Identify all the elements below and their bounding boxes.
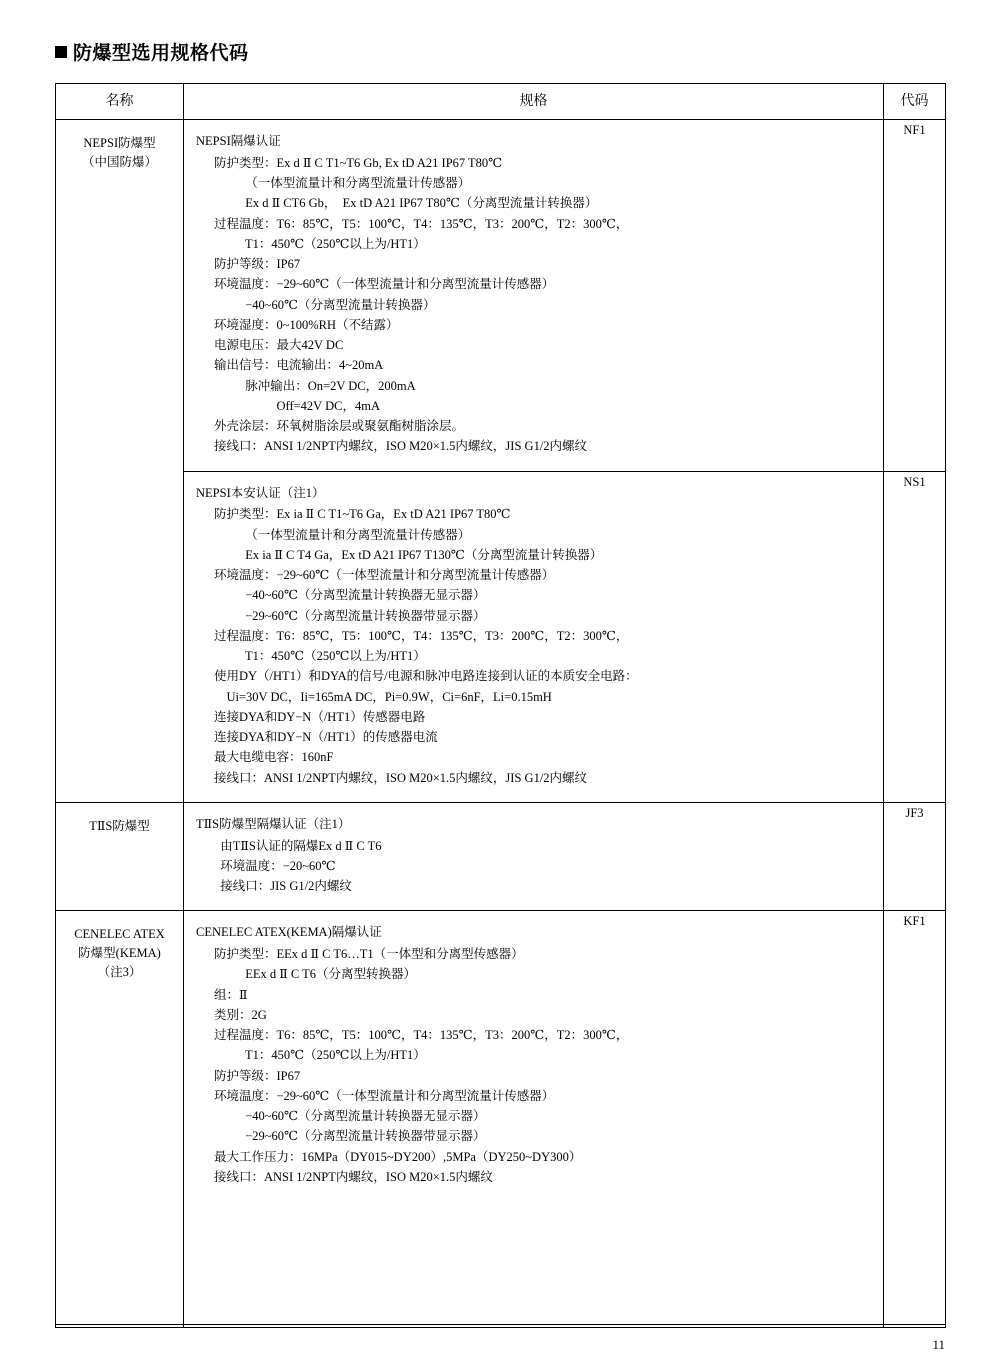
row-name-cenelec: [56, 911, 184, 1328]
spec-heading: NEPSI本安认证（注1）: [196, 485, 325, 500]
table-header-row: [56, 84, 946, 120]
spec-line: 环境温度：−29~60℃（一体型流量计和分离型流量计传感器）: [214, 568, 555, 582]
spec-line: 过程温度：T6：85℃，T5：100℃，T4：135℃，T3：200℃，T2：300℃，: [214, 216, 629, 231]
table-row: [56, 471, 946, 802]
spec-line: EEx d Ⅱ C T6（分离型转换器）: [214, 967, 417, 982]
spec-line-list: [196, 153, 873, 457]
spec-line: 防护等级：IP67: [214, 1068, 301, 1083]
spec-line: 防护类型：Ex ia Ⅱ C T1~T6 Ga，Ex tD A21 IP67 T80℃: [214, 507, 511, 522]
column-header-spec: 规格: [184, 84, 884, 120]
name-line: （中国防爆）: [81, 154, 157, 169]
spec-line: 接线口：ANSI 1/2NPT内螺纹，ISO M20×1.5内螺纹，JIS G1/2内螺纹: [214, 439, 588, 454]
spec-line: 环境温度：−20~60℃: [214, 858, 336, 873]
spec-line: 最大电缆电容：160nF: [214, 750, 334, 765]
spec-line: 接线口：ANSI 1/2NPT内螺纹，ISO M20×1.5内螺纹: [214, 1169, 493, 1184]
table-row: [56, 120, 946, 472]
row-code-jf3: JF3: [884, 802, 946, 911]
spec-line: 输出信号：电流输出：4~20mA: [214, 358, 384, 373]
page-title: [55, 38, 945, 65]
spec-line-list: [196, 836, 873, 897]
column-header-code: 代码: [884, 84, 946, 120]
spec-line: 最大工作压力：16MPa（DY015~DY200）,5MPa（DY250~DY300）: [214, 1149, 582, 1164]
name-line: NEPSI防爆型: [83, 136, 156, 150]
spec-line: −40~60℃（分离型流量计转换器无显示器）: [214, 1109, 486, 1123]
footer-divider: [55, 1324, 945, 1325]
row-name-tiis: [56, 802, 184, 911]
spec-line-list: [196, 504, 873, 788]
spec-line: Ui=30V DC，Ii=165mA DC，Pi=0.9W，Ci=6nF，Li=0.15mH: [214, 689, 552, 704]
spec-line: 防护等级：IP67: [214, 257, 301, 271]
spec-line: 类别：2G: [214, 1007, 267, 1022]
square-bullet-icon: [55, 46, 67, 58]
spec-line: −40~60℃（分离型流量计转换器）: [214, 297, 436, 312]
spec-line: 组：Ⅱ: [214, 987, 248, 1002]
spec-line: （一体型流量计和分离型流量计传感器）: [214, 176, 471, 190]
spec-line: 由TⅡS认证的隔爆Ex d Ⅱ C T6: [214, 838, 382, 853]
row-spec-nepsi-flameproof: [184, 120, 884, 472]
spec-line: （一体型流量计和分离型流量计传感器）: [214, 527, 471, 542]
row-name-nepsi: [56, 120, 184, 803]
spec-line: 脉冲输出：On=2V DC，200mA: [214, 378, 416, 393]
row-code-ns1: NS1: [884, 471, 946, 802]
spec-line: T1：450℃（250℃以上为/HT1）: [214, 1048, 426, 1063]
row-spec-cenelec: [184, 911, 884, 1328]
page-number: 11: [932, 1337, 945, 1352]
spec-table: [55, 83, 946, 1328]
spec-line: 连接DYA和DY−N（/HT1）的传感器电流: [214, 730, 438, 744]
spec-line: 环境温度：−29~60℃（一体型流量计和分离型流量计传感器）: [214, 1088, 555, 1103]
spec-line-list: [196, 944, 873, 1187]
spec-line: Ex ia Ⅱ C T4 Ga，Ex tD A21 IP67 T130℃（分离型流量计转换器）: [214, 547, 603, 562]
spec-heading: NEPSI隔爆认证: [196, 134, 281, 148]
spec-line: 电源电压：最大42V DC: [214, 338, 344, 352]
spec-line: 连接DYA和DY−N（/HT1）传感器电路: [214, 709, 426, 724]
spec-line: Off=42V DC，4mA: [214, 398, 380, 413]
spec-heading: CENELEC ATEX(KEMA)隔爆认证: [196, 925, 382, 940]
spec-line: 接线口：ANSI 1/2NPT内螺纹，ISO M20×1.5内螺纹，JIS G1/2内螺纹: [214, 770, 588, 785]
spec-line: 使用DY（/HT1）和DYA的信号/电源和脉冲电路连接到认证的本质安全电路：: [214, 669, 638, 684]
row-spec-tiis: [184, 802, 884, 911]
spec-line: 外壳涂层：环氧树脂涂层或聚氨酯树脂涂层。: [214, 419, 465, 433]
spec-heading: TⅡS防爆型隔爆认证（注1）: [196, 816, 351, 831]
table-body: [56, 120, 946, 1328]
name-line: 防爆型(KEMA): [78, 946, 161, 960]
spec-line: −29~60℃（分离型流量计转换器带显示器）: [214, 1129, 486, 1144]
spec-line: 环境湿度：0~100%RH（不结露）: [214, 317, 399, 332]
spec-line: 防护类型：Ex d Ⅱ C T1~T6 Gb, Ex tD A21 IP67 T80℃: [214, 155, 503, 170]
spec-line: −40~60℃（分离型流量计转换器无显示器）: [214, 588, 486, 603]
spec-line: 过程温度：T6：85℃，T5：100℃，T4：135℃，T3：200℃，T2：300℃，: [214, 1028, 629, 1042]
table-row: [56, 802, 946, 911]
name-line: TⅡS防爆型: [89, 818, 150, 833]
name-line: CENELEC ATEX: [74, 927, 165, 942]
spec-line: Ex d Ⅱ CT6 Gb， Ex tD A21 IP67 T80℃（分离型流量计转换器）: [214, 196, 598, 211]
page-title-text: 防爆型选用规格代码: [73, 43, 249, 64]
spec-line: 过程温度：T6：85℃，T5：100℃，T4：135℃，T3：200℃，T2：300℃，: [214, 628, 629, 643]
spec-line: 接线口：JIS G1/2内螺纹: [214, 879, 352, 893]
spec-line: T1：450℃（250℃以上为/HT1）: [214, 236, 426, 251]
row-code-kf1: KF1: [884, 911, 946, 1328]
table-row: [56, 911, 946, 1328]
name-line: （注3）: [97, 964, 142, 979]
spec-line: T1：450℃（250℃以上为/HT1）: [214, 649, 426, 663]
spec-line: 环境温度：−29~60℃（一体型流量计和分离型流量计传感器）: [214, 277, 555, 292]
row-code-nf1: NF1: [884, 120, 946, 472]
row-spec-nepsi-intrinsic: [184, 471, 884, 802]
spec-line: 防护类型：EEx d Ⅱ C T6…T1（一体型和分离型传感器）: [214, 947, 524, 961]
column-header-name: 名称: [56, 84, 184, 120]
spec-line: −29~60℃（分离型流量计转换器带显示器）: [214, 608, 486, 623]
